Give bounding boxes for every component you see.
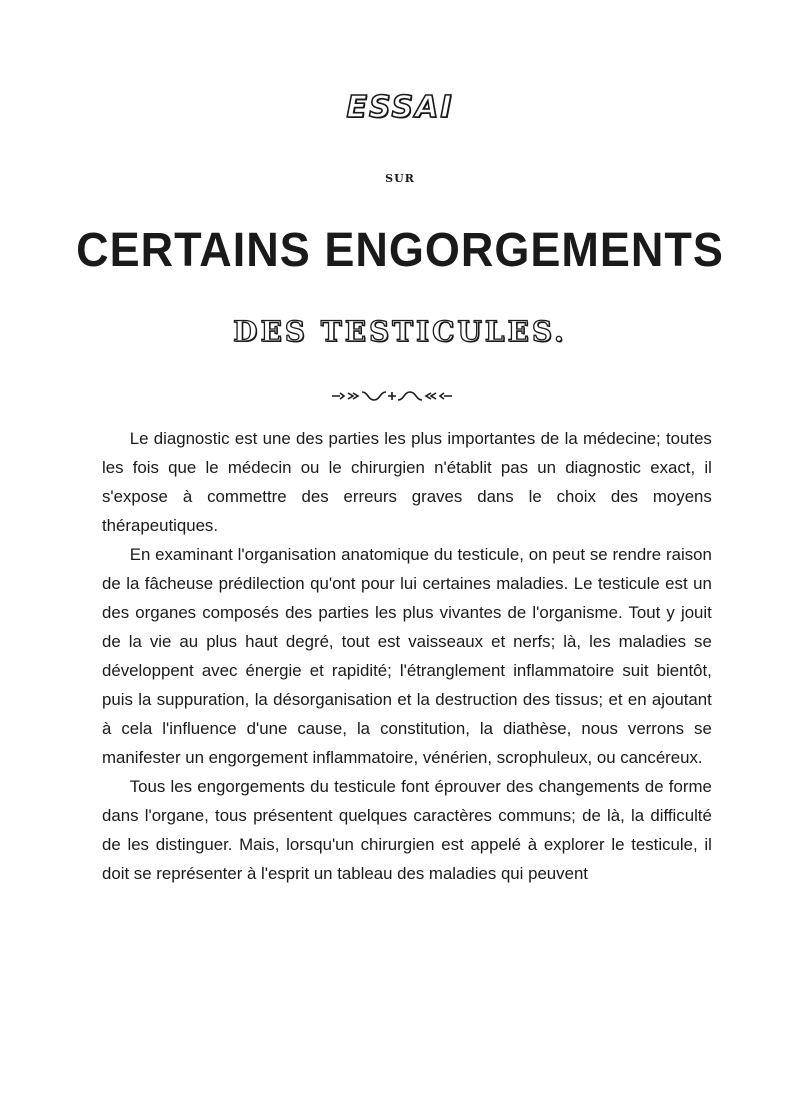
title-sur: SUR — [385, 172, 415, 185]
title-essai: ESSAI — [346, 90, 454, 125]
body-text — [102, 424, 712, 888]
ornament-divider-icon — [330, 388, 454, 404]
main-title: CERTAINS ENGORGEMENTS — [76, 221, 724, 277]
paragraph-2: En examinant l'organisation anatomique du testicule, on peut se rendre raison de la fâcheuse prédilection qu'ont pour lui certaines maladies. Le testicule est un des organes composés des parties les plus vivantes de l'organisme. Tout y jouit de la vie au plus haut degré, tout est vaisseaux et nerfs; là, les maladies se développent avec énergie et rapidité; l'étranglement inflammatoire suit bientôt, puis la suppuration, la désorganisation et la destruction des tissus; et en ajoutant à cela l'influence d'une cause, la constitution, la diathèse, nous verrons se manifester un engorgement inflammatoire, vénérien, scrophuleux, ou cancéreux. — [102, 545, 712, 767]
paragraph-1: Le diagnostic est une des parties les plus importantes de la médecine; toutes les fois que le médecin ou le chirurgien n'établit pas un diagnostic exact, il s'expose à commettre des erreurs graves dans le choix des moyens thérapeutiques. — [102, 429, 712, 535]
paragraph-3: Tous les engorgements du testicule font éprouver des changements de forme dans l'organe, tous présentent quelques caractères communs; de là, la difficulté de les distinguer. Mais, lorsqu'un chirurgien est appelé à explorer le testicule, il doit se représenter à l'esprit un tableau des maladies qui peuvent — [102, 777, 712, 883]
subtitle: DES TESTICULES. — [233, 315, 567, 348]
